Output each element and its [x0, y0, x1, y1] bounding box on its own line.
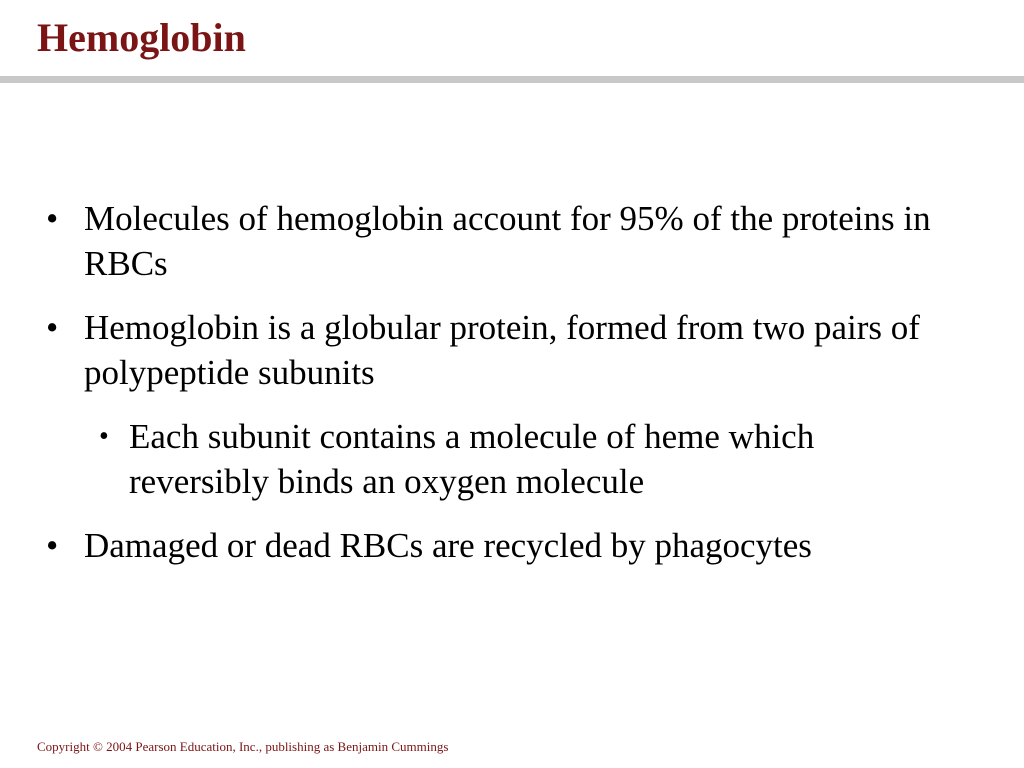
bullet-item	[0, 305, 964, 395]
bullet-item	[0, 196, 964, 286]
slide-title: Hemoglobin	[37, 15, 246, 60]
sub-bullet-item	[0, 414, 949, 504]
copyright-notice: Copyright © 2004 Pearson Education, Inc., publishing as Benjamin Cummings	[37, 739, 449, 754]
bullet-text: Hemoglobin is a globular protein, formed from two pairs of polypeptide subunits	[84, 308, 920, 392]
bullet-marker: •	[46, 199, 59, 238]
bullet-marker: •	[46, 308, 59, 347]
bullet-marker: •	[99, 421, 109, 452]
bullet-text: Each subunit contains a molecule of heme which reversibly binds an oxygen molecule	[129, 417, 815, 501]
bullet-text: Molecules of hemoglobin account for 95% of the proteins in RBCs	[84, 199, 931, 283]
title-divider	[0, 76, 1024, 83]
bullet-list	[0, 196, 1024, 568]
bullet-marker: •	[46, 526, 59, 565]
bullet-item	[0, 523, 964, 568]
bullet-text: Damaged or dead RBCs are recycled by phagocytes	[84, 526, 812, 565]
